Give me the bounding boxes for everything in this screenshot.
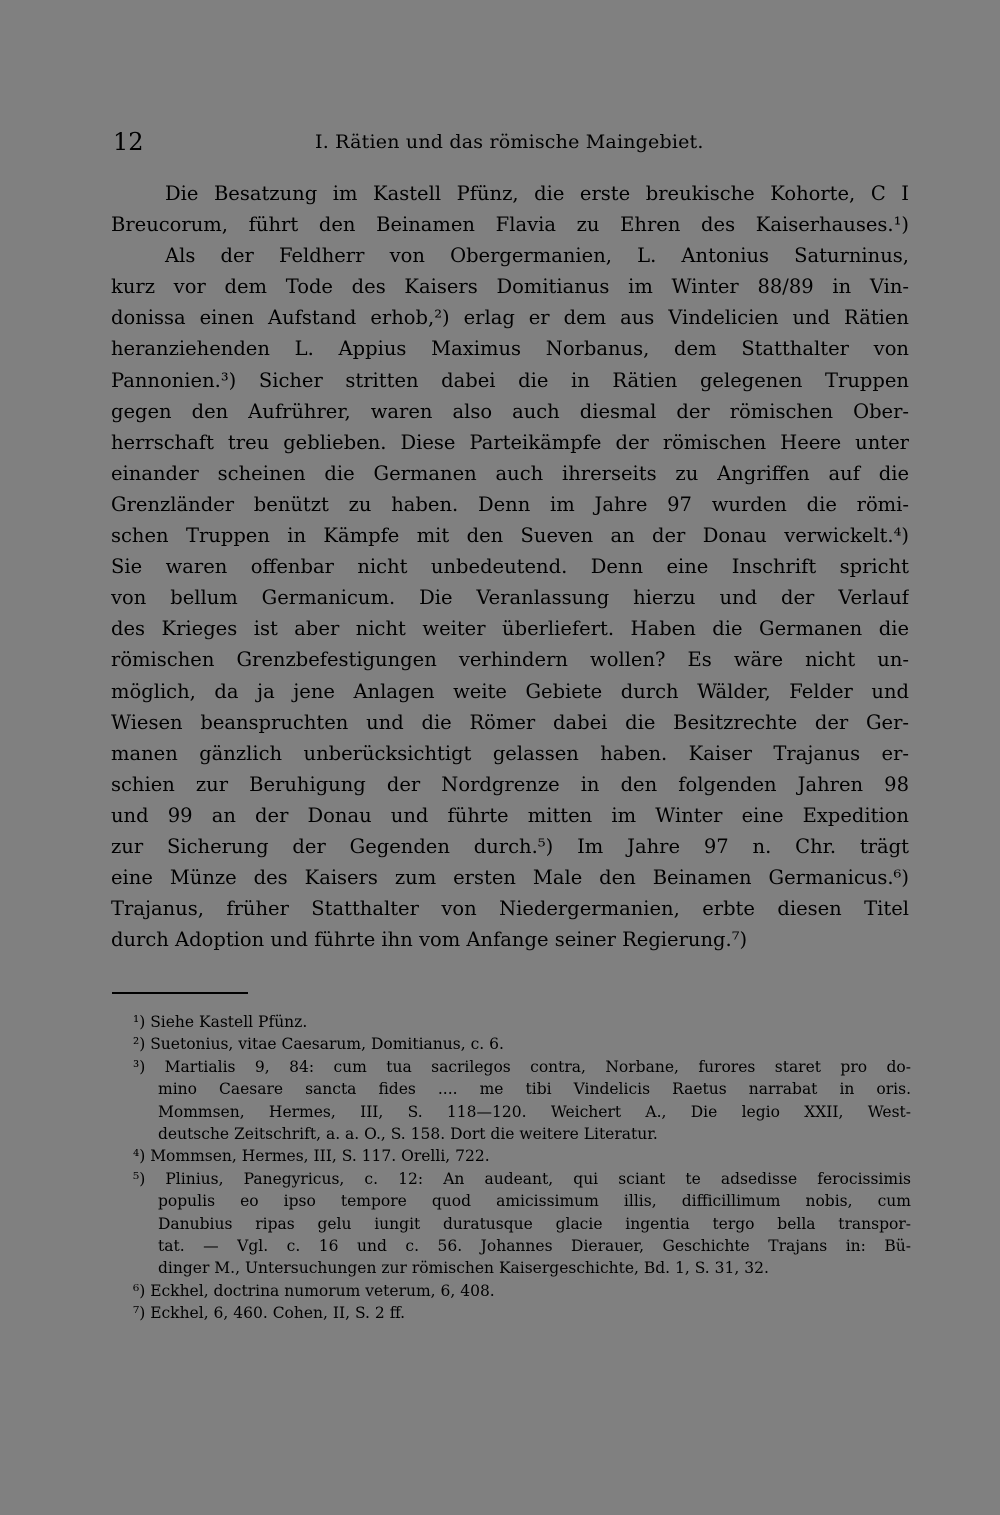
text-line: römischen Grenzbefestigungen verhindern wollen? Es wäre nicht un-: [111, 648, 909, 672]
footnote-line: ²) Suetonius, vitae Caesarum, Domitianus, c. 6.: [133, 1035, 504, 1054]
text-line: des Krieges ist aber nicht weiter überliefert. Haben die Germanen die: [111, 617, 909, 641]
text-line: möglich, da ja jene Anlagen weite Gebiete durch Wälder, Felder und: [111, 679, 909, 703]
text-line: gegen den Aufrührer, waren also auch diesmal der römischen Ober-: [111, 399, 909, 423]
text-line: Pannonien.³) Sicher stritten dabei die in Rätien gelegenen Truppen: [111, 368, 909, 392]
body-text: [111, 178, 909, 955]
footnote-line: mino Caesare sancta fides .... me tibi Vindelicis Raetus narrabat in oris.: [158, 1080, 911, 1099]
text-line: von bellum Germanicum. Die Veranlassung hierzu und der Verlauf: [111, 586, 909, 610]
text-line: schien zur Beruhigung der Nordgrenze in den folgenden Jahren 98: [111, 772, 909, 796]
text-line: Trajanus, früher Statthalter von Niedergermanien, erbte diesen Titel: [111, 897, 909, 921]
text-line: eine Münze des Kaisers zum ersten Male den Beinamen Germanicus.⁶): [111, 866, 909, 890]
text-line: Wiesen beanspruchten und die Römer dabei die Besitzrechte der Ger-: [111, 710, 909, 734]
text-line: Die Besatzung im Kastell Pfünz, die erste breukische Kohorte, C I: [165, 182, 909, 205]
footnote-line: ⁴) Mommsen, Hermes, III, S. 117. Orelli, 722.: [133, 1147, 490, 1166]
footnote-divider: [112, 992, 248, 994]
running-title: I. Rätien und das römische Maingebiet.: [315, 131, 704, 153]
text-line: durch Adoption und führte ihn vom Anfange seiner Regierung.⁷): [111, 928, 748, 952]
footnote-line: Danubius ripas gelu iungit duratusque glacie ingentia tergo bella transpor-: [158, 1214, 911, 1233]
footnote: [133, 1033, 911, 1055]
text-line: donissa einen Aufstand erhob,²) erlag er dem aus Vindelicien und Rätien: [111, 306, 909, 330]
text-line: zur Sicherung der Gegenden durch.⁵) Im Jahre 97 n. Chr. trägt: [111, 834, 909, 858]
footnote: [133, 1145, 911, 1167]
text-line: einander scheinen die Germanen auch ihrerseits zu Angriffen auf die: [111, 461, 909, 485]
text-line: herrschaft treu geblieben. Diese Parteikämpfe der römischen Heere unter: [111, 430, 909, 454]
text-line: schen Truppen in Kämpfe mit den Sueven an der Donau verwickelt.⁴): [111, 524, 909, 548]
footnote: [133, 1168, 911, 1280]
text-line: heranziehenden L. Appius Maximus Norbanus, dem Statthalter von: [111, 337, 909, 361]
footnotes: [133, 1011, 911, 1324]
text-line: und 99 an der Donau und führte mitten im Winter eine Expedition: [111, 803, 909, 827]
text-line: manen gänzlich unberücksichtigt gelassen haben. Kaiser Trajanus er-: [111, 741, 909, 765]
footnote-line: deutsche Zeitschrift, a. a. O., S. 158. Dort die weitere Literatur.: [158, 1124, 658, 1143]
footnote-line: ⁷) Eckhel, 6, 460. Cohen, II, S. 2 ff.: [133, 1304, 406, 1323]
text-line: Sie waren offenbar nicht unbedeutend. Denn eine Inschrift spricht: [111, 555, 909, 579]
text-line: Als der Feldherr von Obergermanien, L. Antonius Saturninus,: [165, 244, 909, 268]
page-header: [110, 128, 910, 158]
footnote: [133, 1011, 911, 1033]
footnote: [133, 1056, 911, 1146]
footnote-line: populis eo ipso tempore quod amicissimum illis, difficillimum nobis, cum: [158, 1192, 911, 1211]
footnote: [133, 1302, 911, 1324]
footnote-line: ¹) Siehe Kastell Pfünz.: [133, 1013, 308, 1031]
text-line: kurz vor dem Tode des Kaisers Domitianus im Winter 88/89 in Vin-: [111, 275, 909, 299]
footnote-line: ⁵) Plinius, Panegyricus, c. 12: An audeant, qui sciant te adsedisse ferocissimis: [133, 1169, 911, 1188]
text-line: Grenzländer benützt zu haben. Denn im Jahre 97 wurden die römi-: [111, 492, 909, 516]
footnote-line: ⁶) Eckhel, doctrina numorum veterum, 6, 408.: [133, 1281, 495, 1300]
footnote: [133, 1280, 911, 1302]
text-line: Breucorum, führt den Beinamen Flavia zu Ehren des Kaiserhauses.¹): [111, 213, 909, 237]
footnote-line: tat. — Vgl. c. 16 und c. 56. Johannes Dierauer, Geschichte Trajans in: Bü-: [158, 1236, 911, 1255]
footnote-line: dinger M., Untersuchungen zur römischen Kaisergeschichte, Bd. 1, S. 31, 32.: [158, 1259, 769, 1278]
footnote-line: ³) Martialis 9, 84: cum tua sacrilegos contra, Norbane, furores staret pro do-: [133, 1057, 911, 1076]
footnote-line: Mommsen, Hermes, III, S. 118—120. Weichert A., Die legio XXII, West-: [158, 1102, 911, 1121]
page-number: 12: [113, 128, 144, 156]
